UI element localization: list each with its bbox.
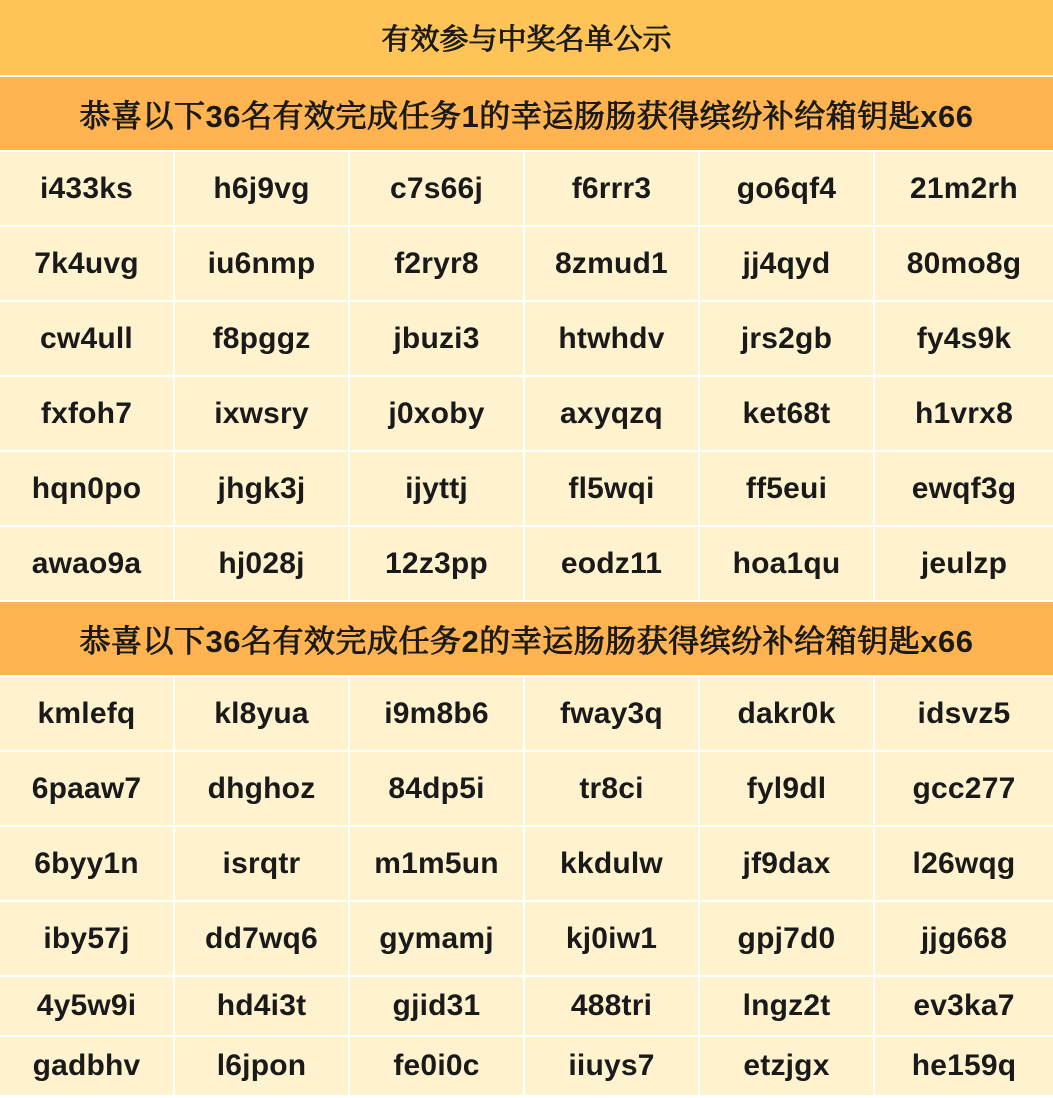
- winner-code: iby57j: [0, 902, 175, 977]
- winner-code: f2ryr8: [350, 227, 525, 302]
- winner-code: 6paaw7: [0, 752, 175, 827]
- winner-code: cw4ull: [0, 302, 175, 377]
- winner-code: l26wqg: [875, 827, 1053, 902]
- winner-code: dakr0k: [700, 677, 875, 752]
- winner-code: hqn0po: [0, 452, 175, 527]
- winner-code: ev3ka7: [875, 977, 1053, 1037]
- winner-code: dhghoz: [175, 752, 350, 827]
- winner-code: he159q: [875, 1037, 1053, 1097]
- winner-code: h6j9vg: [175, 152, 350, 227]
- winner-code: 12z3pp: [350, 527, 525, 602]
- winner-code: gymamj: [350, 902, 525, 977]
- task2-heading: 恭喜以下36名有效完成任务2的幸运肠肠获得缤纷补给箱钥匙x66: [0, 602, 1053, 677]
- winner-code: ewqf3g: [875, 452, 1053, 527]
- winner-code: jhgk3j: [175, 452, 350, 527]
- winner-code: fy4s9k: [875, 302, 1053, 377]
- winner-code: jf9dax: [700, 827, 875, 902]
- winner-code: ket68t: [700, 377, 875, 452]
- winner-code: fxfoh7: [0, 377, 175, 452]
- winner-code: kmlefq: [0, 677, 175, 752]
- winner-code: j0xoby: [350, 377, 525, 452]
- winner-code: lngz2t: [700, 977, 875, 1037]
- winner-code: kj0iw1: [525, 902, 700, 977]
- winner-code: idsvz5: [875, 677, 1053, 752]
- winner-code: jjg668: [875, 902, 1053, 977]
- winner-code: l6jpon: [175, 1037, 350, 1097]
- winner-code: 7k4uvg: [0, 227, 175, 302]
- task1-heading: 恭喜以下36名有效完成任务1的幸运肠肠获得缤纷补给箱钥匙x66: [0, 77, 1053, 152]
- winner-code: hoa1qu: [700, 527, 875, 602]
- winner-code: hd4i3t: [175, 977, 350, 1037]
- winner-code: 488tri: [525, 977, 700, 1037]
- winner-code: go6qf4: [700, 152, 875, 227]
- winner-code: 21m2rh: [875, 152, 1053, 227]
- winner-code: jeulzp: [875, 527, 1053, 602]
- task2-winner-grid: [0, 677, 1053, 1097]
- winner-code: 6byy1n: [0, 827, 175, 902]
- winner-code: fyl9dl: [700, 752, 875, 827]
- winner-code: fl5wqi: [525, 452, 700, 527]
- winner-code: f8pggz: [175, 302, 350, 377]
- winner-code: ff5eui: [700, 452, 875, 527]
- winner-code: 80mo8g: [875, 227, 1053, 302]
- winner-code: 4y5w9i: [0, 977, 175, 1037]
- winner-code: h1vrx8: [875, 377, 1053, 452]
- winner-code: tr8ci: [525, 752, 700, 827]
- winner-code: jj4qyd: [700, 227, 875, 302]
- winner-code: gjid31: [350, 977, 525, 1037]
- announcement-title: 有效参与中奖名单公示: [0, 0, 1053, 77]
- winner-code: m1m5un: [350, 827, 525, 902]
- winner-code: 8zmud1: [525, 227, 700, 302]
- winner-code: iu6nmp: [175, 227, 350, 302]
- winner-code: jbuzi3: [350, 302, 525, 377]
- winner-code: f6rrr3: [525, 152, 700, 227]
- winner-code: jrs2gb: [700, 302, 875, 377]
- winner-code: ijyttj: [350, 452, 525, 527]
- winner-code: awao9a: [0, 527, 175, 602]
- winner-code: eodz11: [525, 527, 700, 602]
- winner-code: etzjgx: [700, 1037, 875, 1097]
- winner-code: dd7wq6: [175, 902, 350, 977]
- winner-code: c7s66j: [350, 152, 525, 227]
- winner-code: fe0i0c: [350, 1037, 525, 1097]
- winner-code: kl8yua: [175, 677, 350, 752]
- winner-code: iiuys7: [525, 1037, 700, 1097]
- winner-code: 84dp5i: [350, 752, 525, 827]
- winner-code: kkdulw: [525, 827, 700, 902]
- winner-code: fway3q: [525, 677, 700, 752]
- winner-code: i433ks: [0, 152, 175, 227]
- winner-code: isrqtr: [175, 827, 350, 902]
- winner-code: i9m8b6: [350, 677, 525, 752]
- winner-code: htwhdv: [525, 302, 700, 377]
- task1-winner-grid: [0, 152, 1053, 602]
- winner-code: gpj7d0: [700, 902, 875, 977]
- winner-code: ixwsry: [175, 377, 350, 452]
- winner-code: gcc277: [875, 752, 1053, 827]
- winner-code: axyqzq: [525, 377, 700, 452]
- winner-code: gadbhv: [0, 1037, 175, 1097]
- winner-code: hj028j: [175, 527, 350, 602]
